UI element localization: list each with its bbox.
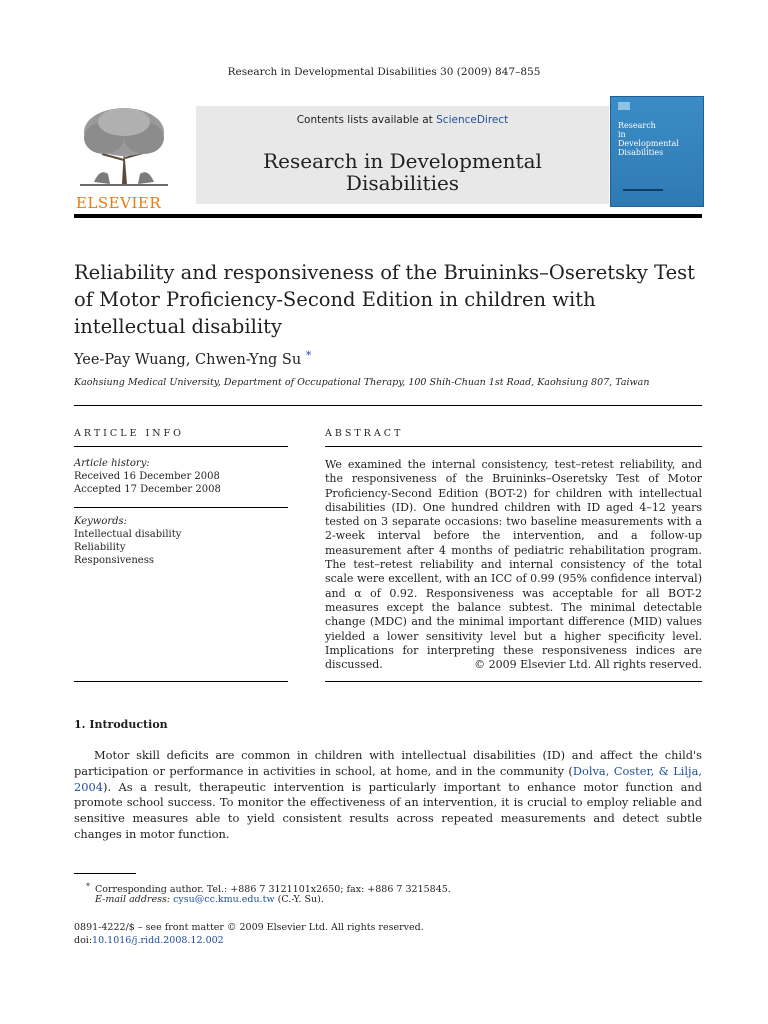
cover-title-line4: Disabilities: [618, 148, 664, 157]
email-footnote: [74, 893, 324, 906]
article-info-heading: ARTICLE INFO: [74, 428, 184, 439]
accepted-date: Accepted 17 December 2008: [74, 484, 221, 495]
elsevier-wordmark: ELSEVIER: [76, 194, 162, 212]
cover-bar: [623, 189, 663, 191]
elsevier-logo[interactable]: [74, 104, 174, 212]
cover-title: [618, 121, 679, 157]
abstract-text: We examined the internal consistency, test–retest reliability, and the responsiveness of the Bruininks–Oseretsky Test of Motor Proficiency-Second Edition (BOT-2) for children with intellectual disabilities (ID). One hundred children with ID aged 4–12 years tested on 3 separate occasions: two baseline measurements with a 2-week interval before the intervention, and a follow-up measurement after 4 months of pediatric rehabilitation program. The test–retest reliability and internal consistency of the total scale were excellent, with an ICC of 0.99 (95% confidence interval) and α of 0.92. Responsiveness was acceptable for all BOT-2 measures except the balance subtest. The minimal detectable change (MDC) and the minimal important difference (MID) values yielded a lower sensitivity level but a higher specificity level. Implications for interpreting these responsiveness indices are discussed.: [325, 458, 702, 672]
article-title: Reliability and responsiveness of the Bruininks–Oseretsky Test of Motor Proficiency-Second Edition in children with intellectual disability: [74, 261, 696, 338]
cover-title-line2: in: [618, 130, 626, 139]
corresponding-author-text: Corresponding author. Tel.: +886 7 3121101x2650; fax: +886 7 3215845.: [95, 884, 451, 895]
introduction-heading: 1. Introduction: [74, 718, 168, 731]
citation-link[interactable]: Dolva, Coster, & Lilja, 2004: [74, 763, 702, 794]
journal-title-line1: Research in Developmental: [263, 149, 542, 173]
journal-banner: [196, 106, 609, 204]
intro-text-before-citation: Motor skill deficits are common in children with intellectual disabilities (ID) and affect the child's participation or performance in activities in school, at home, and in the community (: [74, 748, 702, 778]
abstract-copyright: © 2009 Elsevier Ltd. All rights reserved.: [474, 658, 702, 671]
keyword-item: Reliability: [74, 542, 126, 553]
contents-prefix: Contents lists available at: [296, 114, 437, 126]
intro-text-after-citation: ). As a result, therapeutic intervention is particularly important to enhance motor function and promote school success. To monitor the effectiveness of an intervention, it is crucial to employ reliable and sensitive measures able to yield consistent results across repeated measurements and detect subtle changes in motor function.: [74, 779, 702, 841]
journal-title: [196, 150, 609, 194]
history-label: Article history:: [74, 458, 150, 469]
masthead: [74, 96, 702, 212]
article-history: [74, 457, 221, 496]
keywords: [74, 515, 181, 567]
email-suffix: (C.-Y. Su).: [274, 894, 324, 905]
elsevier-tree-icon: [74, 104, 174, 188]
issn-line: 0891-4222/$ – see front matter © 2009 Elsevier Ltd. All rights reserved.: [74, 922, 424, 933]
affiliation: Kaohsiung Medical University, Department of Occupational Therapy, 100 Shih-Chuan 1st Road, Kaohsiung 807, Taiwan: [74, 377, 650, 388]
abstract-heading: ABSTRACT: [325, 428, 404, 439]
keywords-label: Keywords:: [74, 516, 128, 527]
introduction-paragraph: [74, 748, 702, 843]
abstract-bottom-rule: [325, 681, 702, 682]
cover-title-line1: Research: [618, 121, 656, 130]
keyword-item: Intellectual disability: [74, 529, 182, 540]
article-info-rule: [74, 446, 288, 447]
cover-emblem: [618, 102, 630, 110]
footnote-marker: *: [86, 882, 90, 891]
keyword-item: Responsiveness: [74, 555, 154, 566]
abstract-rule: [325, 446, 702, 447]
history-rule: [74, 507, 288, 508]
sciencedirect-link[interactable]: ScienceDirect: [436, 114, 509, 126]
author-names: Yee-Pay Wuang, Chwen-Yng Su: [74, 352, 302, 368]
doi-link[interactable]: 10.1016/j.ridd.2008.12.002: [92, 935, 224, 946]
info-bottom-rule: [74, 681, 288, 682]
journal-reference: Research in Developmental Disabilities 30 (2009) 847–855: [227, 66, 541, 78]
cover-title-line3: Developmental: [618, 139, 679, 148]
masthead-rule: [74, 214, 702, 218]
email-link[interactable]: cysu@cc.kmu.edu.tw: [173, 894, 275, 905]
info-top-rule: [74, 405, 702, 406]
author-list: [74, 349, 311, 368]
contents-line: [196, 114, 609, 126]
email-label: E-mail address:: [95, 894, 171, 905]
doi-line: [74, 934, 224, 947]
journal-title-line2: Disabilities: [345, 171, 460, 195]
corresponding-author-marker[interactable]: *: [305, 349, 312, 362]
journal-cover-thumbnail[interactable]: [610, 96, 704, 207]
received-date: Received 16 December 2008: [74, 471, 220, 482]
doi-label: doi:: [74, 935, 93, 946]
footnote-rule: [74, 873, 136, 874]
